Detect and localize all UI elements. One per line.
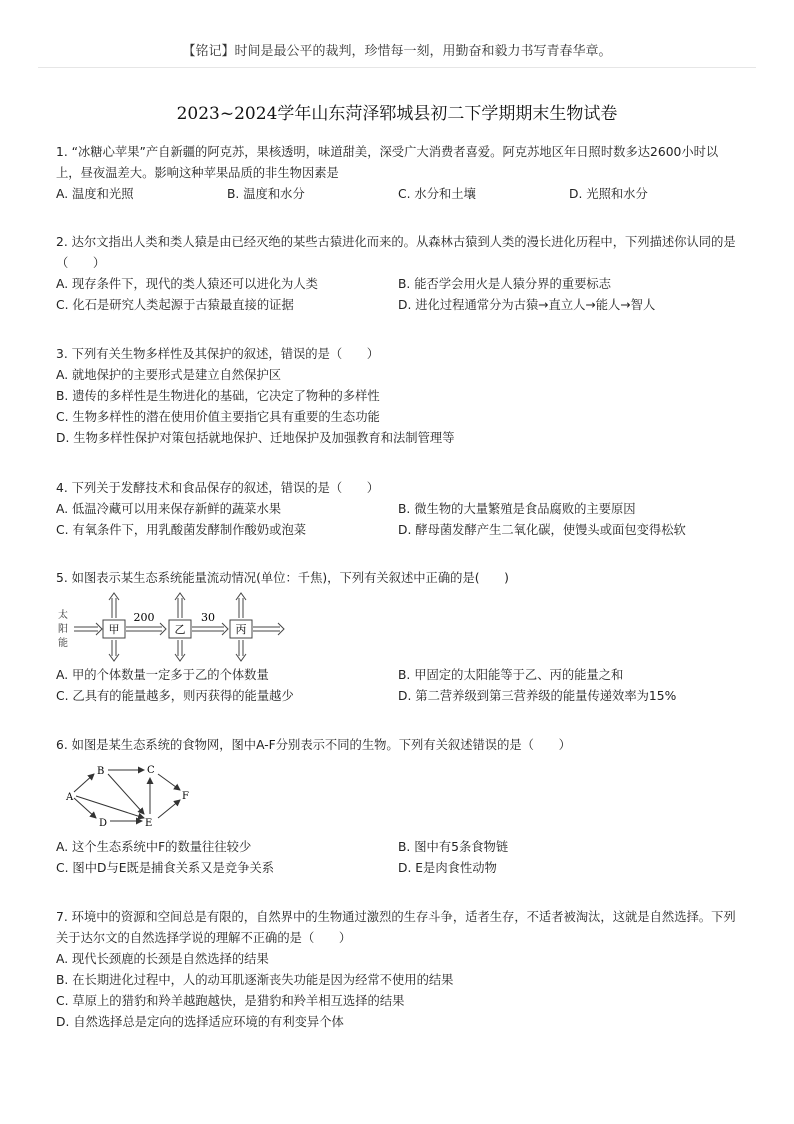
options-row-2 xyxy=(56,520,740,541)
node-yi-label: 乙 xyxy=(174,623,186,636)
question-2 xyxy=(56,232,740,316)
option-c: C. 化石是研究人类起源于古猿最直接的证据 xyxy=(56,298,294,312)
node-bing-label: 丙 xyxy=(235,623,247,636)
question-stem: 5. 如图表示某生态系统能量流动情况(单位：千焦)，下列有关叙述中正确的是( ) xyxy=(56,571,509,585)
options-row-1 xyxy=(56,274,740,295)
question-6-options xyxy=(56,837,740,879)
option-b: B. 甲固定的太阳能等于乙、丙的能量之和 xyxy=(398,668,624,682)
question-6 xyxy=(56,735,740,756)
header-divider xyxy=(38,67,756,68)
node-b: B xyxy=(97,766,105,777)
option-d: D. 进化过程通常分为古猿→直立人→能人→智人 xyxy=(398,298,656,312)
options-row-1 xyxy=(56,665,740,686)
question-stem: 2. 达尔文指出人类和类人猿是由已经灭绝的某些古猿进化而来的。从森林古猿到人类的漫长进化历程中，下列描述你认同的是（ ） xyxy=(56,235,736,270)
energy-flow-diagram xyxy=(52,590,292,664)
option-a: A. 温度和光照 xyxy=(56,187,134,201)
options-row-2 xyxy=(56,686,740,707)
option-d: D. 第二营养级到第三营养级的能量传递效率为15% xyxy=(398,689,677,703)
question-1 xyxy=(56,142,740,205)
option-c: C. 草原上的猎豹和羚羊越跑越快，是猎豹和羚羊相互选择的结果 xyxy=(56,994,405,1008)
question-stem: 6. 如图是某生态系统的食物网，图中A-F分别表示不同的生物。下列有关叙述错误的是（ ） xyxy=(56,738,571,752)
option-b: B. 微生物的大量繁殖是食品腐败的主要原因 xyxy=(398,502,636,516)
question-4 xyxy=(56,478,740,541)
option-c: C. 图中D与E既是捕食关系又是竞争关系 xyxy=(56,861,275,875)
question-3 xyxy=(56,344,740,449)
node-d: D xyxy=(99,818,108,829)
option-a: A. 甲的个体数量一定多于乙的个体数量 xyxy=(56,668,269,682)
option-d: D. 光照和水分 xyxy=(569,187,648,201)
node-f: F xyxy=(182,791,189,802)
option-a: A. 现存条件下，现代的类人猿还可以进化为人类 xyxy=(56,277,318,291)
options-row-1 xyxy=(56,837,740,858)
flow-jia-yi-label: 200 xyxy=(133,611,155,624)
options-row-2 xyxy=(56,858,740,879)
option-a: A. 就地保护的主要形式是建立自然保护区 xyxy=(56,368,282,382)
node-jia-label: 甲 xyxy=(108,623,120,636)
exam-title: 2023~2024学年山东菏泽郓城县初二下学期期末生物试卷 xyxy=(176,104,618,124)
arrow-jia-to-yi xyxy=(126,623,166,635)
option-a: A. 低温冷藏可以用来保存新鲜的蔬菜水果 xyxy=(56,502,282,516)
question-stem: 1. “冰糖心苹果”产自新疆的阿克苏，果核透明，味道甜美，深受广大消费者喜爱。阿克苏地区年日照时数多达2600小时以上，昼夜温差大。影响这种苹果品质的非生物因素是 xyxy=(56,145,719,180)
node-a: A xyxy=(66,792,74,803)
node-c: C xyxy=(147,765,155,776)
flow-yi-bing-label: 30 xyxy=(201,611,215,624)
option-a: A. 现代长颈鹿的长颈是自然选择的结果 xyxy=(56,952,269,966)
option-d: D. 生物多样性保护对策包括就地保护、迁地保护及加强教育和法制管理等 xyxy=(56,431,455,445)
options-row-2 xyxy=(56,295,740,316)
question-7 xyxy=(56,907,740,1033)
options xyxy=(56,184,740,205)
options-row-1 xyxy=(56,499,740,520)
option-b: B. 在长期进化过程中，人的动耳肌逐渐丧失功能是因为经常不使用的结果 xyxy=(56,973,454,987)
option-d: D. 酵母菌发酵产生二氧化碳，使馒头或面包变得松软 xyxy=(398,523,686,537)
question-stem: 4. 下列关于发酵技术和食品保存的叙述，错误的是（ ） xyxy=(56,481,380,495)
option-c: C. 有氧条件下，用乳酸菌发酵制作酸奶或泡菜 xyxy=(56,523,307,537)
question-stem: 7. 环境中的资源和空间总是有限的，自然界中的生物通过激烈的生存斗争，适者生存，不适者被淘汰，这就是自然选择。下列关于达尔文的自然选择学说的理解不正确的是（ ） xyxy=(56,910,736,945)
option-b: B. 温度和水分 xyxy=(227,187,305,201)
option-c: C. 乙具有的能量越多，则丙获得的能量越少 xyxy=(56,689,294,703)
food-web-edges xyxy=(74,770,180,821)
node-e: E xyxy=(145,818,153,829)
option-b: B. 能否学会用火是人猿分界的重要标志 xyxy=(398,277,612,291)
arrow-sun-to-jia xyxy=(74,623,102,635)
sun-label-2: 阳 xyxy=(58,624,68,635)
option-b: B. 图中有5条食物链 xyxy=(398,840,509,854)
option-b: B. 遗传的多样性是生物进化的基础，它决定了物种的多样性 xyxy=(56,389,380,403)
question-5 xyxy=(56,568,740,589)
question-stem: 3. 下列有关生物多样性及其保护的叙述，错误的是（ ） xyxy=(56,347,380,361)
arrow-bing-out xyxy=(253,623,284,635)
header-motto: 【铭记】时间是最公平的裁判，珍惜每一刻，用勤奋和毅力书写青春华章。 xyxy=(182,44,612,59)
option-d: D. E是肉食性动物 xyxy=(398,861,497,875)
option-d: D. 自然选择总是定向的选择适应环境的有利变异个体 xyxy=(56,1015,344,1029)
question-5-options xyxy=(56,665,740,707)
sun-label-3: 能 xyxy=(58,638,68,649)
sun-label-1: 太 xyxy=(58,610,68,621)
option-c: C. 水分和土壤 xyxy=(398,187,476,201)
food-web-diagram xyxy=(62,760,202,832)
option-c: C. 生物多样性的潜在使用价值主要指它具有重要的生态功能 xyxy=(56,410,380,424)
option-a: A. 这个生态系统中F的数量往往较少 xyxy=(56,840,252,854)
arrow-yi-to-bing xyxy=(192,623,228,635)
